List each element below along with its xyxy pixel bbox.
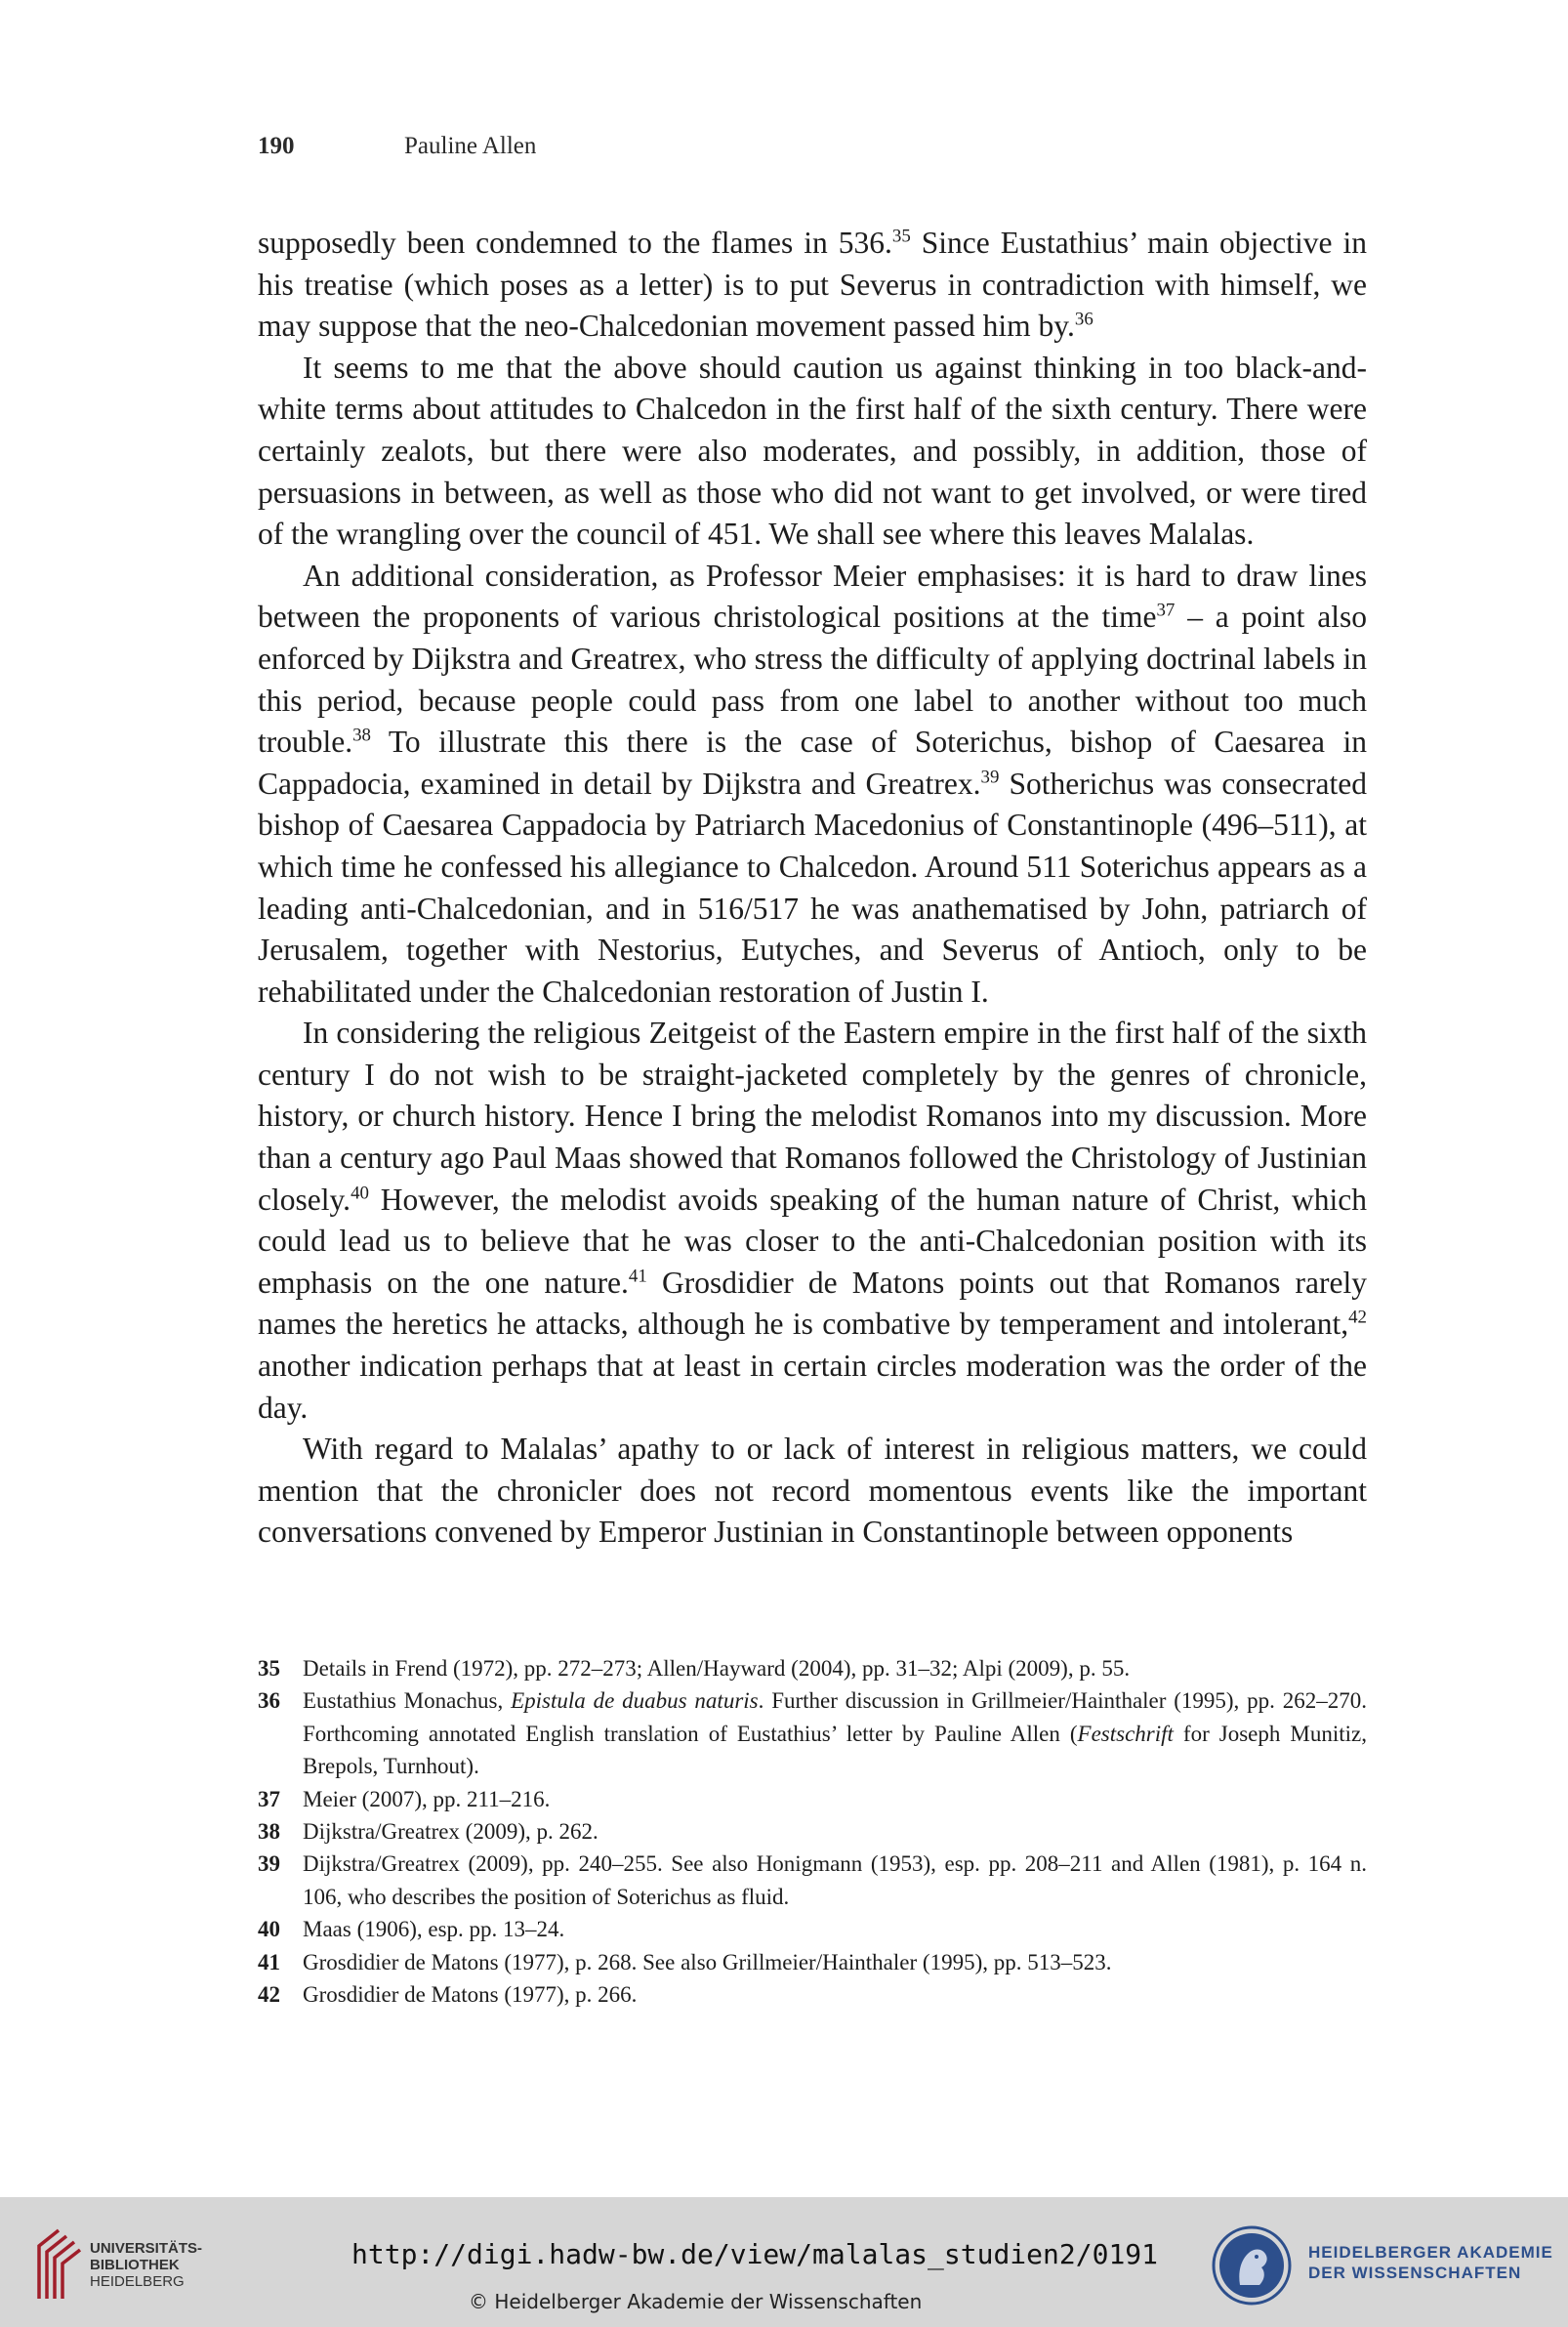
digitization-footer — [0, 2197, 1568, 2327]
university-library-name: UNIVERSITÄTS- BIBLIOTHEK HEIDELBERG — [90, 2240, 203, 2290]
footnote — [258, 1848, 1367, 1913]
academy-seal-icon[interactable] — [1211, 2224, 1293, 2306]
footnote-number: 36 — [258, 1688, 280, 1714]
footnote-ref[interactable]: 39 — [980, 767, 1000, 788]
paragraph-3: An additional consideration, as Professor Meier emphasises: it is hard to draw lines between the proponents of various christological positions at the time$^{37}$ – a point also enforced by Dijkstra and Greatrex, who stress the difficulty of applying doctrinal labels in this period, because people could pass from one label to another without too much trouble.$^{38}$ To illustrate this there is the case of Soterichus, bishop of Caesarea in Cappadocia, examined in detail by Dijkstra and Greatrex.$^{39}$ Sotherichus was consecrated bishop of Caesarea Cappadocia by Patriarch Macedonius of Constantinople (496–511), at which time he confessed his allegiance to Chalcedon. Around 511 Soterichus appears as a leading anti-Chalcedonian, and in 516/517 he was anathematised by John, patriarch of Jerusalem, together with Nestorius, Eutyches, and Severus of Antioch, only to be rehabilitated under the Chalcedonian restoration of Justin I. — [258, 558, 1367, 1009]
footnote-text: Meier (2007), pp. 211–216. — [303, 1786, 551, 1811]
footnote — [258, 1913, 1367, 1945]
footnote-text: Grosdidier de Matons (1977), p. 266. — [303, 1982, 638, 2008]
footnote-text: Grosdidier de Matons (1977), p. 268. See also Grillmeier/Hainthaler (1995), pp. 513–523. — [303, 1949, 1112, 1974]
footnote — [258, 1783, 1367, 1815]
running-head-author: Pauline Allen — [404, 133, 537, 159]
running-head — [258, 133, 536, 160]
footnotes — [258, 1652, 1367, 2011]
footnote-ref[interactable]: 38 — [352, 725, 371, 746]
paragraph-2: It seems to me that the above should caution us against thinking in too black-and-white terms about attitudes to Chalcedon in the first half of the sixth century. There were certainly zealots, but there were also moderates, and possibly, in addition, those of persuasions in between, as well as those who did not want to get involved, or were tired of the wrangling over the council of 451. We shall see where this leaves Malalas. — [258, 350, 1367, 552]
footnote-number: 39 — [258, 1851, 280, 1877]
footnote-ref[interactable]: 35 — [891, 226, 911, 247]
footnote-text: Maas (1906), esp. pp. 13–24. — [303, 1917, 565, 1942]
paragraph-4: In considering the religious Zeitgeist of the Eastern empire in the first half of the sixth century I do not wish to be straight-jacketed completely by the genres of chronicle, history, or church history. Hence I bring the melodist Romanos into my discussion. More than a century ago Paul Maas showed that Romanos followed the Christology of Justinian closely.$^{40}$ However, the melodist avoids speaking of the human nature of Christ, which could lead us to believe that he was closer to the anti-Chalcedonian position with its emphasis on the one nature.$^{41}$ Grosdidier de Matons points out that Romanos rarely names the heretics he attacks, although he is combative by temperament and intolerant,$^{42}$ another indication perhaps that at least in certain circles moderation was the order of the day. — [258, 1016, 1367, 1425]
university-library-logo-icon[interactable] — [33, 2224, 84, 2303]
footnote-ref[interactable]: 37 — [1156, 601, 1176, 622]
footnote — [258, 1652, 1367, 1684]
footnote-text: Dijkstra/Greatrex (2009), p. 262. — [303, 1819, 598, 1845]
footnote-ref[interactable]: 41 — [628, 1266, 647, 1287]
footnote — [258, 1946, 1367, 1978]
paragraph-5: With regard to Malalas’ apathy to or lack of interest in religious matters, we could mention that the chronicler does not record momentous events like the important conversations convened by Emperor Justinian in Constantinople between opponents — [258, 1432, 1367, 1550]
page-number: 190 — [258, 133, 295, 159]
copyright-notice: © Heidelberger Akademie der Wissenschaften — [469, 2290, 923, 2313]
footnote-number: 37 — [258, 1786, 280, 1811]
footnote-number: 35 — [258, 1656, 280, 1681]
footnote-ref[interactable]: 42 — [1348, 1308, 1367, 1329]
footnote-number: 38 — [258, 1819, 280, 1845]
footnote — [258, 1978, 1367, 2011]
paragraph-1: supposedly been condemned to the flames in 536.35 Since Eustathius’ main objective in his treatise (which poses as a letter) is to put Severus in contradiction with himself, we may suppose that the neo-Chalcedonian movement passed him by.$^{36}$ — [258, 226, 1367, 344]
footnote-text: Details in Frend (1972), pp. 272–273; Allen/Hayward (2004), pp. 31–32; Alpi (2009), p. 55. — [303, 1656, 1131, 1681]
footnote — [258, 1684, 1367, 1782]
footnote-number: 41 — [258, 1949, 280, 1974]
footnote-ref[interactable]: 40 — [351, 1183, 369, 1204]
footnote-ref[interactable]: 36 — [1074, 309, 1093, 330]
academy-name: HEIDELBERGER AKADEMIE DER WISSENSCHAFTEN — [1308, 2243, 1553, 2282]
footnote-text: Dijkstra/Greatrex (2009), pp. 240–255. See also Honigmann (1953), esp. pp. 208–211 and Allen (1981), p. 164 n. 106, who describes the position of Soterichus as fluid. — [303, 1851, 1367, 1909]
source-url-link[interactable]: http://digi.hadw-bw.de/view/malalas_studien2/0191 — [351, 2238, 1159, 2270]
footnote-text: Eustathius Monachus, Epistula de duabus naturis. Further discussion in Grillmeier/Hainthaler (1995), pp. 262–270. Forthcoming annotated English translation of Eustathius’ letter by Pauline Allen (Festschrift for Joseph Munitiz, Brepols, Turnhout). — [303, 1688, 1367, 1779]
footnote-number: 42 — [258, 1982, 280, 2008]
footnote-number: 40 — [258, 1917, 280, 1942]
main-text — [258, 223, 1367, 1554]
footnote — [258, 1815, 1367, 1848]
